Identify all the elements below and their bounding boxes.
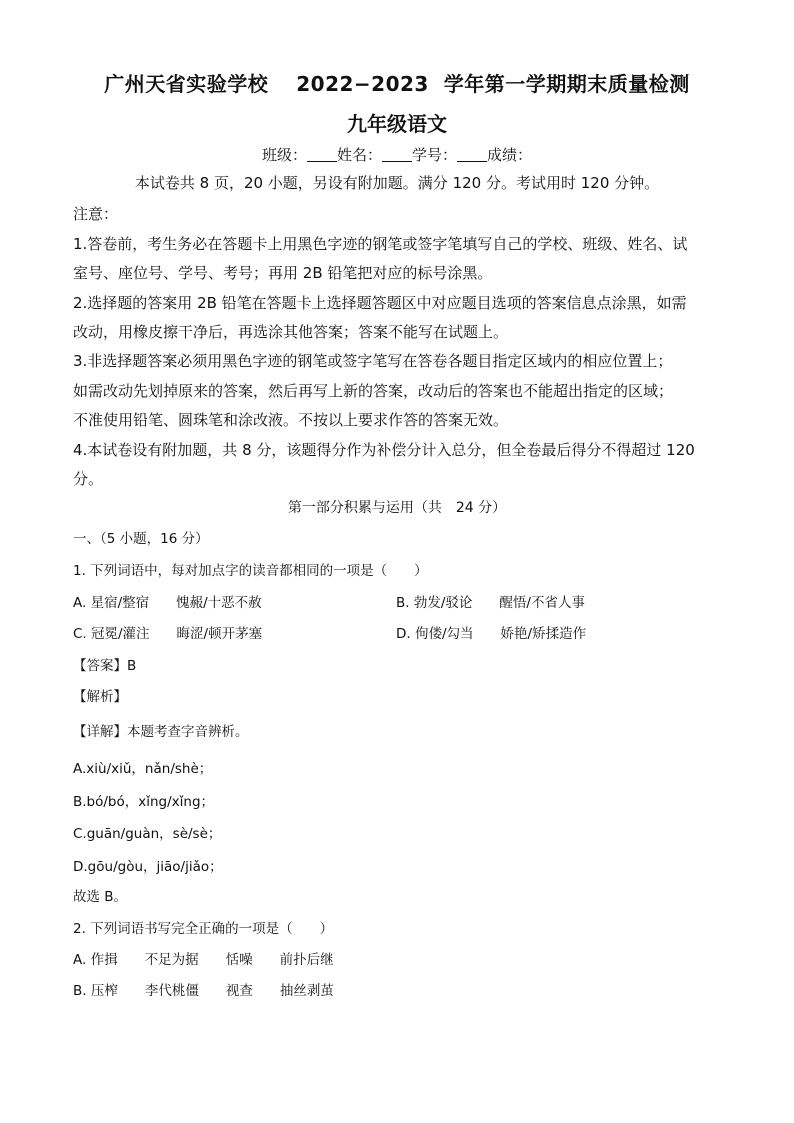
question-2-option-b: B. 压榨 李代桃僵 视查 抽丝剥茧 <box>73 983 334 999</box>
analysis-line-c: C.guān/guàn，sè/sè； <box>73 826 222 842</box>
id-blank[interactable] <box>457 147 487 162</box>
section-title: 第一部分积累与运用（共 24 分） <box>287 500 507 516</box>
question-1-option-d: D. 佝偻/勾当 娇艳/矫揉造作 <box>396 626 587 642</box>
school-years: 2022−2023 <box>296 72 429 96</box>
exam-intro: 本试卷共 8 页，20 小题，另设有附加题。满分 120 分。考试用时 120 分钟。 <box>134 174 660 192</box>
id-label: 学号： <box>412 146 458 164</box>
analysis-label: 【解析】 <box>73 689 127 705</box>
score-label: 成绩： <box>487 146 533 164</box>
name-blank[interactable] <box>382 147 412 162</box>
question-2-stem: 2. 下列词语书写完全正确的一项是（ ） <box>73 921 334 937</box>
name-label: 姓名： <box>336 146 382 164</box>
student-info-line <box>0 144 794 165</box>
question-1-option-a: A. 星宿/整宿 愧赧/十恶不赦 <box>73 595 262 611</box>
question-1-option-b: B. 勃发/驳论 醒悟/不省人事 <box>396 595 585 611</box>
school-name: 广州天省实验学校 <box>104 72 269 96</box>
question-2-option-a: A. 作揖 不足为据 恬噪 前扑后继 <box>73 952 334 968</box>
analysis-line-b: B.bó/bó，xǐng/xǐng； <box>73 794 215 810</box>
exam-title <box>0 68 794 97</box>
answer-label: 【答案】B <box>73 658 137 674</box>
question-1-option-c: C. 冠冕/灌注 晦涩/顿开茅塞 <box>73 626 263 642</box>
exam-subject: 九年级语文 <box>347 112 447 136</box>
notice-1-line-1: 1.答卷前，考生务必在答题卡上用黑色字迹的钢笔或签字笔填写自己的学校、班级、姓名、试 <box>73 235 688 253</box>
notice-heading: 注意： <box>73 205 119 223</box>
notice-3-line-1: 3.非选择题答案必须用黑色字迹的钢笔或签字笔写在答卷各题目指定区域内的相应位置上； <box>73 352 673 370</box>
notice-1-line-2: 室号、座位号、学号、考号；再用 2B 铅笔把对应的标号涂黑。 <box>73 264 493 282</box>
answer-conclusion: 故选 B。 <box>73 889 128 905</box>
analysis-line-d: D.gōu/gòu，jiāo/jiǎo； <box>73 859 223 875</box>
analysis-line-a: A.xiù/xiǔ，nǎn/shè； <box>73 761 213 777</box>
detail-label: 【详解】本题考查字音辨析。 <box>73 724 249 740</box>
class-label: 班级： <box>261 146 307 164</box>
question-1-stem: 1. 下列词语中，每对加点字的读音都相同的一项是（ ） <box>73 563 428 579</box>
notice-4-line-1: 4.本试卷设有附加题，共 8 分，该题得分作为补偿分计入总分，但全卷最后得分不得超过 120 <box>73 441 695 459</box>
notice-2-line-2: 改动，用橡皮擦干净后，再选涂其他答案；答案不能写在试题上。 <box>73 323 509 341</box>
class-blank[interactable] <box>307 147 337 162</box>
notice-3-line-3: 不准使用铅笔、圆珠笔和涂改液。不按以上要求作答的答案无效。 <box>73 411 509 429</box>
part-heading: 一、（5 小题，16 分） <box>73 531 209 547</box>
notice-3-line-2: 如需改动先划掉原来的答案，然后再写上新的答案，改动后的答案也不能超出指定的区域； <box>73 382 674 400</box>
notice-4-line-2: 分。 <box>73 470 104 488</box>
exam-term: 学年第一学期期末质量检测 <box>443 72 690 96</box>
notice-2-line-1: 2.选择题的答案用 2B 铅笔在答题卡上选择题答题区中对应题目选项的答案信息点涂黑，如需 <box>73 294 687 312</box>
